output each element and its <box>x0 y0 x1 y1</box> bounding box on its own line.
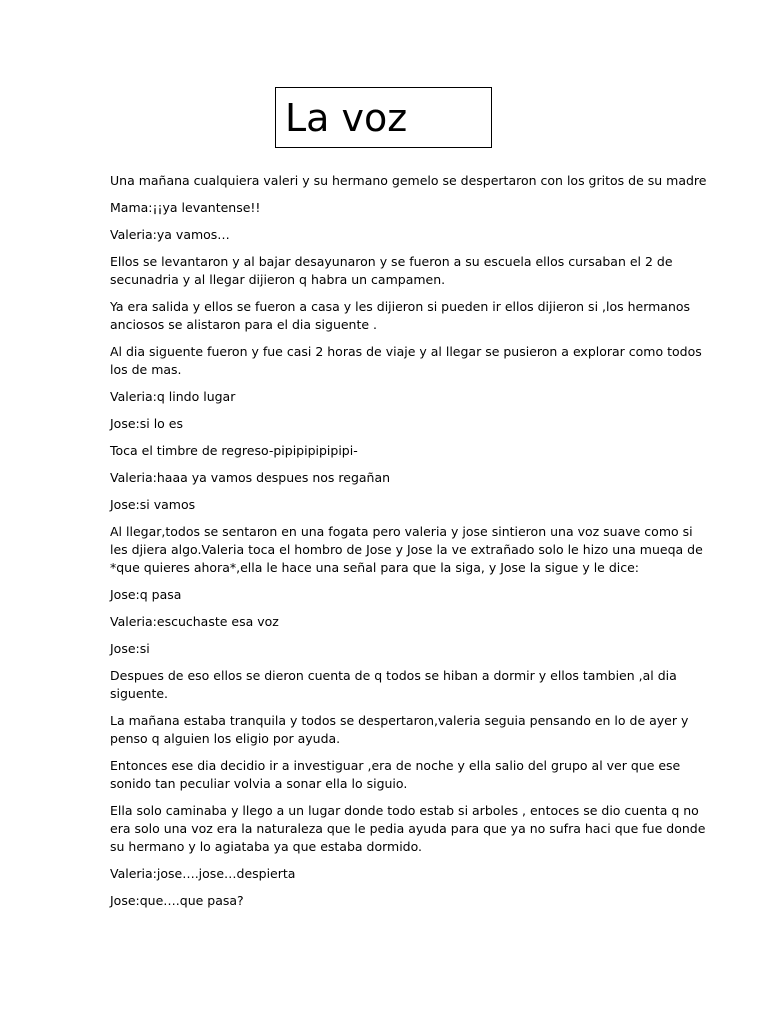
paragraph-line: anciosos se alistaron para el dia siguente . <box>110 317 378 332</box>
paragraph-line: Una mañana cualquiera valeri y su hermano gemelo se despertaron con los gritos de su madre <box>110 173 707 188</box>
paragraph-line: Ellos se levantaron y al bajar desayunaron y se fueron a su escuela ellos cursaban el 2 de <box>110 254 673 269</box>
paragraph-line: era solo una voz era la naturaleza que le pedia ayuda para que ya no sufra haci que fue donde <box>110 821 706 836</box>
paragraph-line: *que quieres ahora*,ella le hace una señal para que la siga, y Jose la sigue y le dice: <box>110 560 640 575</box>
paragraph-line: siguente. <box>110 686 169 701</box>
paragraph-line: penso q alguien los eligio por ayuda. <box>110 731 341 746</box>
paragraph-line: Ella solo caminaba y llego a un lugar donde todo estab si arboles , entoces se dio cuenta q no <box>110 803 699 818</box>
paragraph-line: Valeria:jose….jose…despierta <box>110 866 296 881</box>
paragraph <box>110 298 691 334</box>
paragraph <box>110 757 681 793</box>
paragraph <box>110 496 660 514</box>
paragraph-line: La mañana estaba tranquila y todos se despertaron,valeria seguia pensando en lo de ayer y <box>110 713 689 728</box>
paragraph <box>110 199 660 217</box>
paragraph <box>110 253 673 289</box>
paragraph <box>110 226 660 244</box>
paragraph <box>110 343 702 379</box>
paragraph-line: Valeria:haaa ya vamos despues nos regañan <box>110 470 391 485</box>
paragraph <box>110 586 660 604</box>
paragraph <box>110 172 707 190</box>
paragraph-line: sonido tan peculiar volvia a sonar ella lo siguio. <box>110 776 408 791</box>
paragraph-line: Jose:que….que pasa? <box>110 893 244 908</box>
paragraph-line: los de mas. <box>110 362 182 377</box>
document-title: La voz <box>285 96 408 140</box>
paragraph-line: Valeria:q lindo lugar <box>110 389 236 404</box>
paragraph-line: Jose:si <box>110 641 150 656</box>
paragraph <box>110 415 660 433</box>
paragraph <box>110 388 660 406</box>
paragraph <box>110 613 660 631</box>
paragraph-line: Toca el timbre de regreso-pipipipipipipi- <box>110 443 358 458</box>
paragraph <box>110 667 677 703</box>
paragraph-line: Al llegar,todos se sentaron en una fogata pero valeria y jose sintieron una voz suave como si <box>110 524 693 539</box>
paragraph <box>110 523 703 577</box>
paragraph-line: su hermano y lo agiataba ya que estaba dormido. <box>110 839 423 854</box>
paragraph-line: Jose:q pasa <box>110 587 182 602</box>
paragraph <box>110 892 660 910</box>
document-body <box>110 172 707 919</box>
paragraph <box>110 712 689 748</box>
paragraph-line: Al dia siguente fueron y fue casi 2 horas de viaje y al llegar se pusieron a explorar como todos <box>110 344 702 359</box>
paragraph-line: Jose:si vamos <box>110 497 196 512</box>
paragraph-line: secunadria y al llegar dijieron q habra un campamen. <box>110 272 446 287</box>
paragraph <box>110 865 660 883</box>
paragraph-line: Mama:¡¡ya levantense!! <box>110 200 261 215</box>
paragraph <box>110 469 660 487</box>
paragraph-line: Jose:si lo es <box>110 416 184 431</box>
paragraph-line: les djiera algo.Valeria toca el hombro de Jose y Jose la ve extrañado solo le hizo una mueqa de <box>110 542 703 557</box>
paragraph <box>110 442 660 460</box>
title-box <box>275 87 492 148</box>
paragraph <box>110 640 660 658</box>
paragraph-line: Entonces ese dia decidio ir a investiguar ,era de noche y ella salio del grupo al ver que ese <box>110 758 681 773</box>
paragraph-line: Valeria:ya vamos… <box>110 227 230 242</box>
paragraph-line: Ya era salida y ellos se fueron a casa y les dijieron si pueden ir ellos dijieron si ,los hermanos <box>110 299 691 314</box>
paragraph-line: Valeria:escuchaste esa voz <box>110 614 279 629</box>
paragraph <box>110 802 706 856</box>
paragraph-line: Despues de eso ellos se dieron cuenta de q todos se hiban a dormir y ellos tambien ,al dia <box>110 668 677 683</box>
